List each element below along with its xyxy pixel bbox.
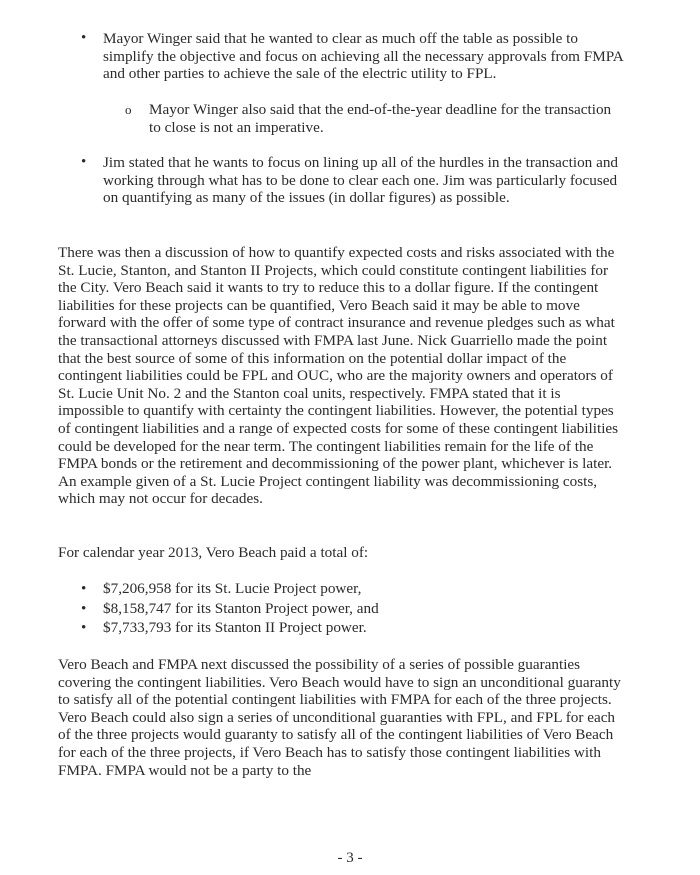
page-number: - 3 - <box>337 850 363 866</box>
paragraph-guaranties: Vero Beach and FMPA next discussed the possibility of a series of possible guaranties covering the contingent liabilities. Vero Beach would have to sign an unconditional guaranty to satisfy all of the potential contingent liabilities with FMPA for each of the three projects. Vero Beach could also sign a series of unconditional guaranties with FPL, and FPL for each of the three projects would guaranty to satisfy all of the contingent liabilities of Vero Beach for each of the three projects, if Vero Beach has to satisfy those contingent liabilities with FMPA. FMPA would not be a party to the <box>58 656 621 779</box>
payment-item <box>81 580 603 600</box>
bullet-jim <box>81 154 623 207</box>
payment-item <box>81 599 603 620</box>
paragraph-contingent-liabilities: There was then a discussion of how to quantify expected costs and risks associated with the St. Lucie, Stanton, and Stanton II Projects, which could constitute contingent liabilities for the City. Vero Beach said it wants to try to reduce this to a dollar figure. If the contingent liabilities for these projects can be quantified, Vero Beach said it may be able to move forward with the offer of some type of contract insurance and revenue pledges such as what the transactional attorneys discussed with FMPA last June. Nick Guarriello made the point that the best source of some of this information on the potential dollar impact of the contingent liabilities could be FPL and OUC, who are the majority owners and operators of St. Lucie Unit No. 2 and the Stanton coal units, respectively. FMPA stated that it is impossible to quantify with certainty the contingent liabilities. However, the potential types of contingent liabilities and a range of expected costs for some of these contingent liabilities could be developed for the near term. The contingent liabilities remain for the life of the FMPA bonds or the retirement and decommissioning of the power plant, whichever is later. An example given of a St. Lucie Project contingent liability was decommissioning costs, which may not occur for decades. <box>58 244 619 508</box>
payment-item <box>81 619 603 639</box>
bullet-mayor-winger <box>81 30 623 83</box>
bullet-marker: • <box>81 154 87 170</box>
bullet-text: Jim stated that he wants to focus on lining up all of the hurdles in the transaction and working through what has to be done to clear each one. Jim was particularly focused on quantifying as many of the issues (in dollar figures) as possible. <box>103 154 619 207</box>
payment-text: $8,158,747 for its Stanton Project power, and <box>103 599 379 617</box>
payment-list <box>81 580 603 639</box>
bullet-text: Mayor Winger said that he wanted to clear as much off the table as possible to simplify the objective and focus on achieving all the necessary approvals from FMPA and other parties to achieve the sale of the electric utility to FPL. <box>103 30 623 83</box>
sub-bullet-marker: o <box>125 102 132 117</box>
paragraph-calendar-year: For calendar year 2013, Vero Beach paid a total of: <box>58 544 369 561</box>
sub-bullet-text: Mayor Winger also said that the end-of-the-year deadline for the transaction to close is not an imperative. <box>149 101 612 136</box>
payment-text: $7,206,958 for its St. Lucie Project power, <box>103 580 362 597</box>
sub-bullet-deadline <box>125 101 619 136</box>
bullet-marker: • <box>81 599 87 617</box>
bullet-marker: • <box>81 30 87 46</box>
payment-text: $7,733,793 for its Stanton II Project power. <box>103 619 367 636</box>
bullet-marker: • <box>81 580 87 597</box>
bullet-marker: • <box>81 619 87 636</box>
